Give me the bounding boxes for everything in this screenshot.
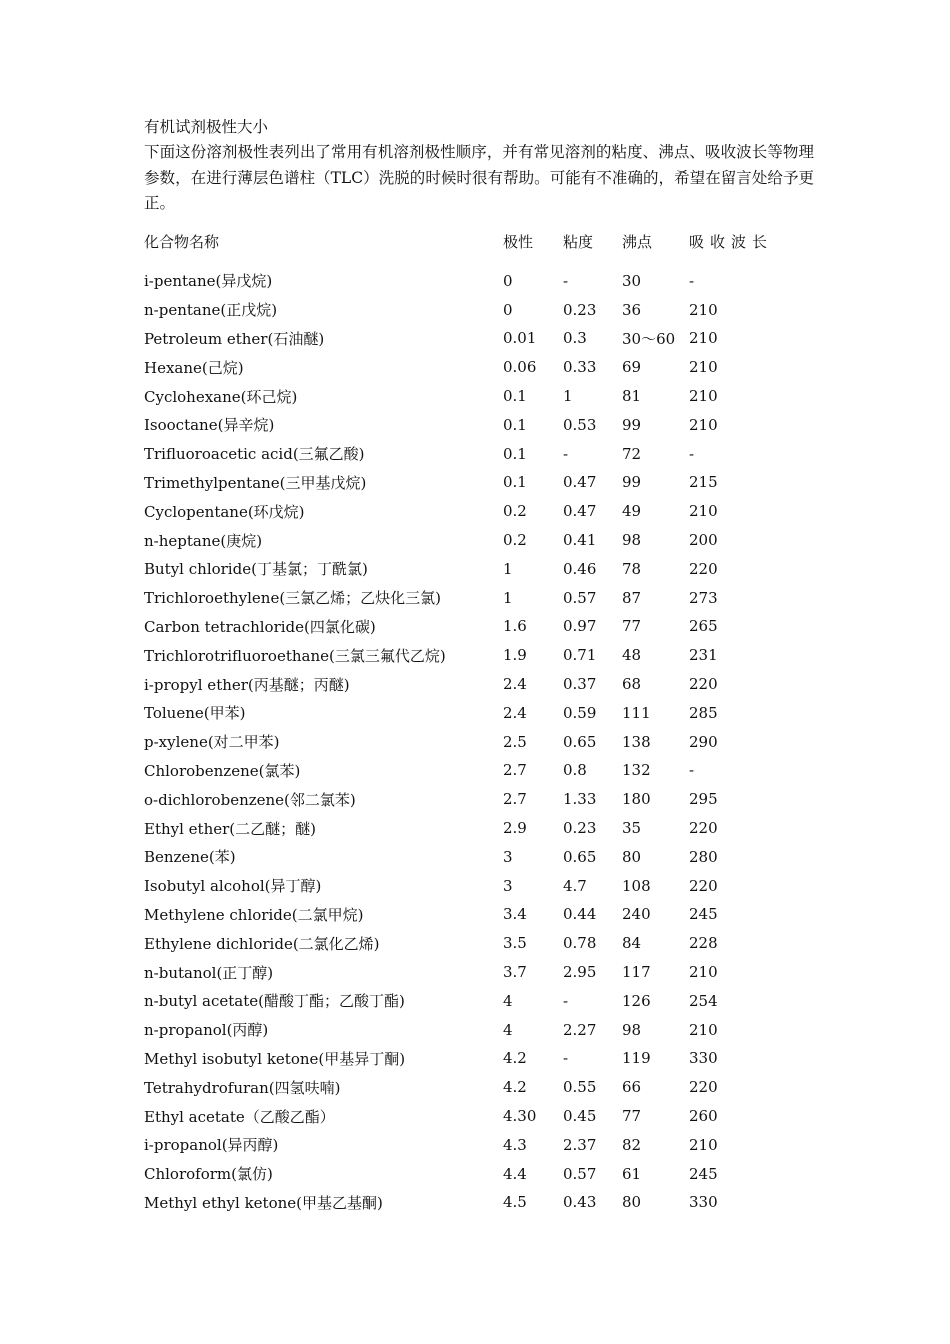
cell-viscosity: 0.59: [563, 703, 597, 722]
cell-polarity: 4.5: [503, 1193, 527, 1212]
table-row: [144, 612, 784, 641]
table-row: [144, 958, 784, 987]
cell-viscosity: 0.97: [563, 617, 597, 636]
cell-viscosity: 0.78: [563, 934, 597, 953]
table-row: [144, 1188, 784, 1217]
table-row: [144, 670, 784, 699]
table-row: [144, 1044, 784, 1073]
cell-boiling-point: 138: [622, 732, 651, 751]
header-polarity: 极性: [503, 232, 534, 251]
cell-boiling-point: 98: [622, 1020, 642, 1039]
cell-viscosity: 0.47: [563, 502, 597, 521]
document-page: [144, 114, 814, 1217]
cell-compound-name: Trichloroethylene(三氯乙烯；乙炔化三氯): [144, 589, 442, 608]
intro-paragraph: 下面这份溶剂极性表列出了常用有机溶剂极性顺序，并有常见溶剂的粘度、沸点、吸收波长等物理参数，在进行薄层色谱柱（TLC）洗脱的时候时很有帮助。可能有不准确的，希望在留言处给予更正。: [144, 143, 814, 212]
cell-boiling-point: 108: [622, 876, 651, 895]
cell-polarity: 0.01: [503, 329, 537, 348]
table-row: [144, 814, 784, 843]
cell-boiling-point: 180: [622, 790, 651, 809]
table-row: [144, 410, 784, 439]
cell-uv-cutoff: -: [689, 761, 695, 780]
cell-uv-cutoff: 260: [689, 1107, 718, 1125]
cell-uv-cutoff: 200: [689, 531, 718, 550]
cell-boiling-point: 30～60: [622, 329, 676, 348]
table-row: [144, 1073, 784, 1102]
table-body: [144, 267, 784, 1217]
cell-boiling-point: 35: [622, 819, 642, 838]
cell-polarity: 4.2: [503, 1078, 527, 1097]
table-row: [144, 439, 784, 468]
cell-polarity: 2.4: [503, 703, 527, 722]
table-row: [144, 641, 784, 670]
cell-boiling-point: 132: [622, 761, 651, 780]
cell-polarity: 3.5: [503, 934, 527, 953]
cell-uv-cutoff: -: [689, 444, 695, 463]
cell-uv-cutoff: 210: [689, 358, 718, 377]
cell-polarity: 3.4: [503, 905, 527, 924]
header-uv-cutoff: 吸收波长: [689, 232, 774, 251]
cell-viscosity: 0.41: [563, 531, 597, 550]
cell-boiling-point: 78: [622, 559, 642, 578]
cell-viscosity: 0.3: [563, 329, 587, 348]
cell-boiling-point: 84: [622, 934, 642, 953]
cell-polarity: 4.30: [503, 1107, 537, 1125]
cell-compound-name: Benzene(苯): [144, 848, 236, 867]
cell-viscosity: 1: [563, 387, 573, 406]
cell-polarity: 1: [503, 559, 513, 578]
cell-boiling-point: 98: [622, 531, 642, 550]
cell-compound-name: Cyclopentane(环戊烷): [144, 502, 305, 521]
table-row: [144, 1015, 784, 1044]
cell-uv-cutoff: 273: [689, 588, 718, 607]
table-row: [144, 468, 784, 497]
table-row: [144, 756, 784, 785]
cell-compound-name: o-dichlorobenzene(邻二氯苯): [144, 790, 356, 809]
cell-uv-cutoff: 210: [689, 387, 718, 406]
table-row: [144, 842, 784, 871]
cell-uv-cutoff: 210: [689, 329, 718, 348]
table-row: [144, 353, 784, 382]
cell-viscosity: 0.43: [563, 1193, 597, 1212]
cell-polarity: 0.06: [503, 358, 537, 377]
cell-viscosity: -: [563, 444, 569, 463]
table-row: [144, 324, 784, 353]
cell-polarity: 4: [503, 1020, 513, 1039]
cell-viscosity: 2.95: [563, 963, 597, 982]
cell-viscosity: 0.57: [563, 588, 597, 607]
table-row: [144, 554, 784, 583]
cell-viscosity: 0.55: [563, 1078, 597, 1097]
cell-boiling-point: 117: [622, 963, 651, 982]
cell-compound-name: Trichlorotrifluoroethane(三氯三氟代乙烷): [144, 646, 446, 665]
cell-uv-cutoff: 290: [689, 732, 718, 751]
cell-compound-name: Toluene(甲苯): [144, 704, 246, 723]
cell-compound-name: Ethylene dichloride(二氯化乙烯): [144, 934, 380, 953]
table-header: [144, 217, 784, 267]
cell-polarity: 2.9: [503, 819, 527, 838]
cell-uv-cutoff: 220: [689, 559, 718, 578]
table-row: [144, 497, 784, 526]
cell-polarity: 0.1: [503, 415, 527, 434]
cell-boiling-point: 99: [622, 473, 642, 492]
cell-compound-name: Carbon tetrachloride(四氯化碳): [144, 617, 376, 636]
cell-compound-name: Methylene chloride(二氯甲烷): [144, 905, 364, 924]
table-row: [144, 267, 784, 296]
cell-compound-name: i-propyl ether(丙基醚；丙醚): [144, 675, 350, 694]
header-row: [144, 217, 784, 267]
cell-boiling-point: 72: [622, 444, 642, 463]
cell-compound-name: Chlorobenzene(氯苯): [144, 761, 301, 780]
cell-viscosity: 0.65: [563, 847, 597, 866]
cell-compound-name: Cyclohexane(环己烷): [144, 387, 298, 406]
cell-boiling-point: 77: [622, 1107, 642, 1125]
cell-compound-name: i-pentane(异戊烷): [144, 272, 273, 291]
cell-viscosity: 2.37: [563, 1135, 597, 1154]
cell-uv-cutoff: 265: [689, 617, 718, 636]
cell-uv-cutoff: 330: [689, 1049, 718, 1068]
cell-polarity: 0: [503, 300, 513, 319]
table-row: [144, 583, 784, 612]
cell-compound-name: Butyl chloride(丁基氯；丁酰氯): [144, 560, 368, 579]
cell-boiling-point: 36: [622, 300, 642, 319]
cell-viscosity: -: [563, 271, 569, 290]
cell-compound-name: Isooctane(异辛烷): [144, 416, 275, 435]
cell-viscosity: 0.65: [563, 732, 597, 751]
cell-boiling-point: 119: [622, 1049, 651, 1068]
cell-boiling-point: 68: [622, 675, 642, 694]
cell-boiling-point: 48: [622, 646, 642, 665]
cell-polarity: 1.6: [503, 617, 527, 636]
cell-viscosity: 0.46: [563, 559, 597, 578]
table-row: [144, 986, 784, 1015]
cell-polarity: 3.7: [503, 963, 527, 982]
cell-uv-cutoff: 330: [689, 1193, 718, 1212]
cell-boiling-point: 49: [622, 502, 642, 521]
cell-boiling-point: 126: [622, 991, 651, 1010]
cell-uv-cutoff: 285: [689, 703, 718, 722]
cell-boiling-point: 240: [622, 905, 651, 924]
cell-polarity: 1: [503, 588, 513, 607]
table-row: [144, 900, 784, 929]
cell-compound-name: Methyl isobutyl ketone(甲基异丁酮): [144, 1049, 406, 1068]
cell-polarity: 4.3: [503, 1135, 527, 1154]
cell-polarity: 0.2: [503, 531, 527, 550]
cell-boiling-point: 30: [622, 271, 642, 290]
cell-compound-name: p-xylene(对二甲苯): [144, 733, 280, 752]
cell-polarity: 2.5: [503, 732, 527, 751]
cell-viscosity: 0.53: [563, 415, 597, 434]
cell-boiling-point: 82: [622, 1135, 642, 1154]
table-row: [144, 526, 784, 555]
header-viscosity: 粘度: [563, 232, 594, 251]
cell-polarity: 0.1: [503, 387, 527, 406]
document-title: 有机试剂极性大小: [144, 118, 269, 136]
header-compound-name: 化合物名称: [144, 232, 220, 251]
table-row: [144, 1102, 784, 1131]
cell-viscosity: 4.7: [563, 876, 587, 895]
cell-compound-name: Trifluoroacetic acid(三氟乙酸): [144, 445, 365, 464]
cell-uv-cutoff: 220: [689, 675, 718, 694]
cell-uv-cutoff: 210: [689, 1135, 718, 1154]
header-boiling-point: 沸点: [622, 232, 653, 251]
cell-viscosity: 1.33: [563, 790, 597, 809]
cell-polarity: 0.1: [503, 444, 527, 463]
cell-boiling-point: 77: [622, 617, 642, 636]
cell-polarity: 1.9: [503, 646, 527, 665]
cell-compound-name: Trimethylpentane(三甲基戊烷): [144, 473, 367, 492]
cell-uv-cutoff: 210: [689, 502, 718, 521]
cell-compound-name: Petroleum ether(石油醚): [144, 329, 325, 348]
cell-viscosity: 0.47: [563, 473, 597, 492]
cell-viscosity: 0.33: [563, 358, 597, 377]
table-row: [144, 382, 784, 411]
cell-compound-name: n-heptane(庚烷): [144, 531, 263, 550]
cell-viscosity: 0.44: [563, 905, 597, 924]
cell-polarity: 3: [503, 847, 513, 866]
cell-compound-name: Isobutyl alcohol(异丁醇): [144, 877, 322, 896]
cell-boiling-point: 61: [622, 1164, 642, 1183]
cell-compound-name: Chloroform(氯仿): [144, 1165, 273, 1184]
cell-uv-cutoff: 210: [689, 963, 718, 982]
cell-uv-cutoff: 210: [689, 415, 718, 434]
cell-uv-cutoff: 215: [689, 473, 718, 492]
cell-boiling-point: 80: [622, 847, 642, 866]
cell-polarity: 2.7: [503, 790, 527, 809]
table-row: [144, 929, 784, 958]
cell-polarity: 0: [503, 271, 513, 290]
cell-compound-name: Hexane(己烷): [144, 358, 244, 377]
table-row: [144, 871, 784, 900]
cell-polarity: 4.2: [503, 1049, 527, 1068]
cell-boiling-point: 87: [622, 588, 642, 607]
cell-viscosity: 0.23: [563, 300, 597, 319]
cell-boiling-point: 80: [622, 1193, 642, 1212]
cell-uv-cutoff: 295: [689, 790, 718, 809]
cell-polarity: 2.4: [503, 675, 527, 694]
cell-viscosity: 0.23: [563, 819, 597, 838]
table-row: [144, 1130, 784, 1159]
cell-compound-name: n-butanol(正丁醇): [144, 963, 274, 982]
table-row: [144, 1159, 784, 1188]
cell-boiling-point: 69: [622, 358, 642, 377]
cell-polarity: 4: [503, 991, 513, 1010]
table-row: [144, 785, 784, 814]
cell-uv-cutoff: 220: [689, 1078, 718, 1097]
cell-uv-cutoff: 245: [689, 905, 718, 924]
solvent-polarity-table: [144, 217, 784, 1217]
cell-uv-cutoff: 228: [689, 934, 718, 953]
cell-polarity: 3: [503, 876, 513, 895]
cell-polarity: 0.2: [503, 502, 527, 521]
cell-uv-cutoff: 231: [689, 646, 718, 665]
cell-viscosity: 0.57: [563, 1164, 597, 1183]
cell-boiling-point: 111: [622, 703, 651, 722]
cell-compound-name: n-butyl acetate(醋酸丁酯；乙酸丁酯): [144, 992, 405, 1011]
cell-uv-cutoff: 254: [689, 991, 718, 1010]
cell-compound-name: Ethyl ether(二乙醚；醚): [144, 819, 316, 838]
table-row: [144, 727, 784, 756]
cell-viscosity: 2.27: [563, 1020, 597, 1039]
cell-uv-cutoff: 210: [689, 300, 718, 319]
cell-uv-cutoff: 220: [689, 876, 718, 895]
table-row: [144, 295, 784, 324]
cell-viscosity: 0.71: [563, 646, 597, 665]
table-row: [144, 698, 784, 727]
cell-boiling-point: 99: [622, 415, 642, 434]
cell-viscosity: 0.37: [563, 675, 597, 694]
cell-uv-cutoff: 280: [689, 847, 718, 866]
cell-polarity: 4.4: [503, 1164, 527, 1183]
cell-compound-name: Methyl ethyl ketone(甲基乙基酮): [144, 1193, 383, 1212]
cell-viscosity: 0.45: [563, 1107, 597, 1125]
cell-polarity: 2.7: [503, 761, 527, 780]
cell-polarity: 0.1: [503, 473, 527, 492]
cell-uv-cutoff: 210: [689, 1020, 718, 1039]
cell-uv-cutoff: 220: [689, 819, 718, 838]
cell-uv-cutoff: 245: [689, 1164, 718, 1183]
cell-compound-name: n-propanol(丙醇): [144, 1021, 269, 1040]
cell-compound-name: Ethyl acetate（乙酸乙酯）: [144, 1107, 335, 1126]
cell-viscosity: -: [563, 991, 569, 1010]
cell-compound-name: n-pentane(正戊烷): [144, 301, 278, 320]
cell-uv-cutoff: -: [689, 271, 695, 290]
cell-compound-name: i-propanol(异丙醇): [144, 1136, 279, 1155]
cell-boiling-point: 81: [622, 387, 642, 406]
cell-viscosity: -: [563, 1049, 569, 1068]
cell-viscosity: 0.8: [563, 761, 587, 780]
cell-compound-name: Tetrahydrofuran(四氢呋喃): [144, 1078, 341, 1097]
cell-boiling-point: 66: [622, 1078, 642, 1097]
